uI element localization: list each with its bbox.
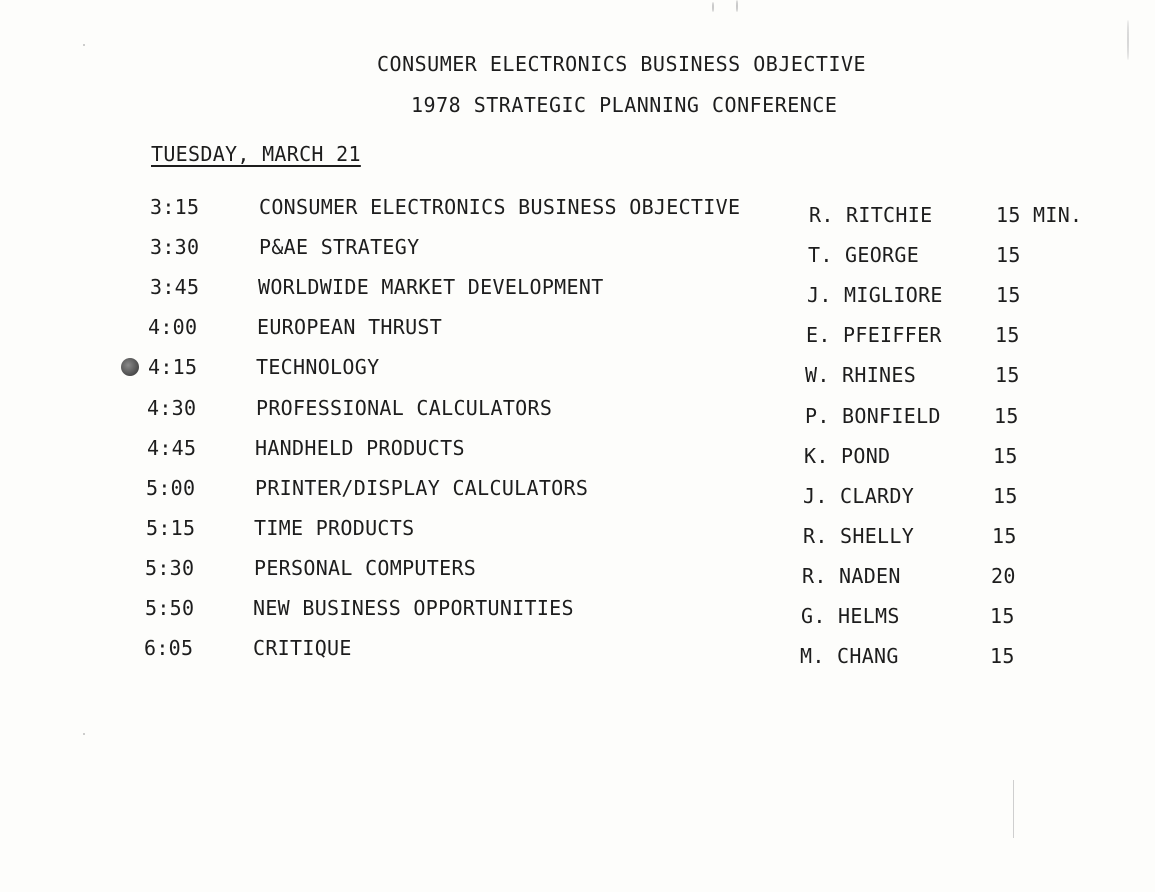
- schedule-row: [0, 195, 1155, 225]
- schedule-topic: PRINTER/DISPLAY CALCULATORS: [255, 476, 589, 500]
- schedule-topic: TIME PRODUCTS: [254, 516, 415, 540]
- schedule-time: 3:15: [150, 195, 200, 219]
- schedule-topic: NEW BUSINESS OPPORTUNITIES: [253, 596, 574, 620]
- schedule-topic: CONSUMER ELECTRONICS BUSINESS OBJECTIVE: [259, 195, 741, 219]
- schedule-row: [0, 556, 1155, 586]
- schedule-speaker: J. MIGLIORE: [807, 283, 943, 307]
- schedule-topic: EUROPEAN THRUST: [257, 315, 443, 339]
- schedule-topic: PROFESSIONAL CALCULATORS: [256, 396, 553, 420]
- schedule-duration: 15: [990, 644, 1015, 668]
- schedule-duration: 15: [995, 323, 1020, 347]
- schedule-speaker: G. HELMS: [801, 604, 900, 628]
- schedule-time: 3:30: [150, 235, 200, 259]
- paper-speck: [83, 733, 85, 735]
- document-title: CONSUMER ELECTRONICS BUSINESS OBJECTIVE: [377, 52, 867, 76]
- schedule-time: 5:00: [146, 476, 196, 500]
- schedule-speaker: K. POND: [804, 444, 891, 468]
- schedule-time: 4:45: [147, 436, 197, 460]
- schedule-row: [0, 476, 1155, 506]
- schedule-topic: CRITIQUE: [253, 636, 352, 660]
- schedule-topic: WORLDWIDE MARKET DEVELOPMENT: [258, 275, 604, 299]
- schedule-row: [0, 275, 1155, 305]
- schedule-speaker: E. PFEIFFER: [806, 323, 942, 347]
- schedule-speaker: P. BONFIELD: [805, 404, 941, 428]
- paper-speck: [736, 0, 738, 12]
- schedule-speaker: J. CLARDY: [803, 484, 915, 508]
- schedule-duration: 15 MIN.: [996, 203, 1083, 227]
- paper-speck: [712, 2, 714, 12]
- schedule-duration: 15: [996, 243, 1021, 267]
- schedule-time: 5:15: [146, 516, 196, 540]
- document-subtitle: 1978 STRATEGIC PLANNING CONFERENCE: [411, 93, 838, 117]
- schedule-duration: 15: [993, 484, 1018, 508]
- schedule-duration: 15: [990, 604, 1015, 628]
- schedule-row: [0, 596, 1155, 626]
- schedule-time: 5:50: [145, 596, 195, 620]
- schedule-speaker: R. RITCHIE: [809, 203, 933, 227]
- schedule-row: [0, 315, 1155, 345]
- schedule-duration: 15: [995, 363, 1020, 387]
- schedule-topic: TECHNOLOGY: [256, 355, 380, 379]
- schedule-topic: P&AE STRATEGY: [259, 235, 420, 259]
- schedule-time: 6:05: [144, 636, 194, 660]
- schedule-topic: HANDHELD PRODUCTS: [255, 436, 465, 460]
- paper-crease-mark: [1013, 780, 1014, 838]
- schedule-row: [0, 396, 1155, 426]
- schedule-speaker: W. RHINES: [805, 363, 917, 387]
- schedule-time: 5:30: [145, 556, 195, 580]
- schedule-row: [0, 516, 1155, 546]
- schedule-time: 3:45: [150, 275, 200, 299]
- schedule-row: [0, 436, 1155, 466]
- schedule-duration: 15: [992, 524, 1017, 548]
- schedule-row: [0, 235, 1155, 265]
- schedule-row: [0, 355, 1155, 385]
- schedule-time: 4:30: [147, 396, 197, 420]
- schedule-topic: PERSONAL COMPUTERS: [254, 556, 477, 580]
- schedule-row: [0, 636, 1155, 666]
- schedule-speaker: R. SHELLY: [803, 524, 915, 548]
- schedule-duration: 15: [993, 444, 1018, 468]
- schedule-duration: 20: [991, 564, 1016, 588]
- schedule-time: 4:00: [148, 315, 198, 339]
- paper-speck: [83, 44, 85, 46]
- day-heading: TUESDAY, MARCH 21: [151, 142, 361, 166]
- schedule-duration: 15: [994, 404, 1019, 428]
- schedule-time: 4:15: [148, 355, 198, 379]
- schedule-speaker: R. NADEN: [802, 564, 901, 588]
- schedule-speaker: M. CHANG: [800, 644, 899, 668]
- schedule-speaker: T. GEORGE: [808, 243, 920, 267]
- paper-speck: [1127, 20, 1129, 60]
- schedule-duration: 15: [996, 283, 1021, 307]
